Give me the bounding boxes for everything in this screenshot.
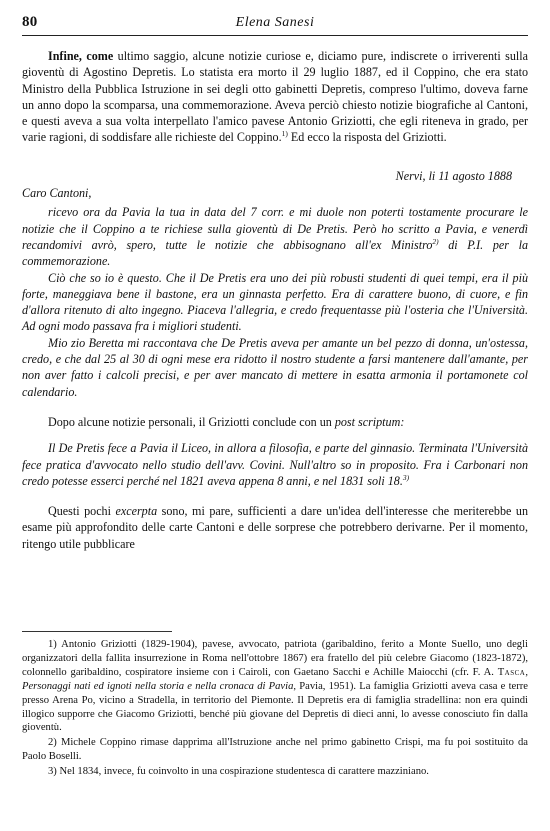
closing-italic: excerpta: [115, 504, 158, 519]
transition-text: Dopo alcune notizie personali, il Griziotti conclude con un: [48, 414, 335, 429]
footnote-1: [22, 638, 528, 735]
footnote-1-text-c: , Pavia, 1951). La famiglia Griziotti aveva casa e terre presso Arena Po, vicino a Stradella, in territorio del Piemonte. Il Depretis era di famiglia stradellina: non era quindi illogico supporre che Giacomo Griziotti, benché più giovane del Depretis di dieci anni, lo avesse conosciuto fin dalla gioventù.: [22, 680, 529, 734]
page-header: [0, 0, 550, 40]
intro-paragraph: [22, 48, 528, 146]
footnote-ref-3: 3): [402, 472, 410, 482]
footnote-ref-1: 1): [281, 129, 288, 139]
header-rule: [22, 35, 528, 36]
letter-paragraph-1: [22, 204, 528, 269]
main-text: [22, 48, 528, 552]
footnote-1-text-a: 1) Antonio Griziotti (1829-1904), pavese, avvocato, patriota (garibaldino, ferito a Monte Suello, uno degli organizzatori della fallita insurrezione in Roma nell'ottobre 1867) era fratello del più celebre Giacomo (1823-1872), colonnello garibaldino, cospiratore insieme con i Cairoli, con Gaetano Sacchi e Achille Maiocchi (cfr. F. A.: [22, 639, 528, 678]
transition-paragraph: [22, 414, 528, 430]
letter-salutation: Caro Cantoni,: [22, 186, 92, 201]
postscript-paragraph: [22, 440, 528, 489]
footnote-1-author: Tasca: [497, 666, 526, 678]
letter-p1-tail: di P.I. per la commemorazione.: [22, 237, 528, 269]
intro-text: ultimo saggio, alcune notizie curiose e, diciamo pure, indiscrete o irriverenti sulla gioventù di Agostino Depretis. Lo statista era morto il 29 luglio 1887, ed il Coppino, che era stato Ministro della Pubblica Istruzione in sei degli otto gabinetti Depretis, compreso l'ultimo, doveva farne un anno dopo la scomparsa, una commemorazione. Aveva perciò chiesto notizie biografiche al Cantoni, e questi aveva a sua volta interpellato l'amico pavese Antonio Griziotti, che egli riteneva in grado, per varie ragioni, di soddisfare alle richieste del Coppino.: [22, 49, 528, 145]
letter-paragraph-2: Ciò che so io è questo. Che il De Pretis era uno dei più robusti studenti di quei tempi, era il più forte, maneggiava bene il bastone, era un ginnasta perfetto. Era di carattere buono, di cuore, e fin d'allora ritenuto di alto ingegno. Piaceva l'allegria, e credo frequentasse più l'osteria che l'Università. Ad ogni modo passava fra i migliori studenti.: [22, 270, 528, 334]
letter-p1-text: ricevo ora da Pavia la tua in data del 7 corr. e mi duole non poterti tostamente procurare le notizie che il Coppino a te richiese sulla gioventù di De Pretis. Però ho scritto a Pavia, e venerdì recandomivi avrò, spero, tutte le notizie che abbisognano all'ex Ministro: [22, 205, 528, 252]
intro-lead: Infine, come: [48, 49, 114, 63]
footnote-2: 2) Michele Coppino rimase dapprima all'Istruzione anche nel primo gabinetto Crispi, ma fu poi sostituito da Paolo Boselli.: [22, 737, 528, 763]
letter-paragraph-3: Mio zio Beretta mi raccontava che De Pretis aveva per amante un bel pezzo di donna, un'ostessa, credo, e che dal 25 al 30 di ogni mese era ridotto il nostro studente a farsi mantenere dall'amante, per non aver fatto i calcoli precisi, e per aver mancato di mettere in esatta armonia il portamonete col calendario.: [22, 335, 528, 399]
footnote-1-title: Personaggi nati ed ignoti nella storia e nella cronaca di Pavia: [22, 680, 294, 692]
intro-tail: Ed ecco la risposta del Griziotti.: [287, 130, 447, 145]
footnote-1-text-b: ,: [525, 666, 528, 678]
letter-dateline: Nervi, li 11 agosto 1888: [395, 168, 512, 183]
footnote-ref-2: 2): [432, 236, 439, 246]
postscript-text: Il De Pretis fece a Pavia il Liceo, in allora a filosofia, e parte del ginnasio. Terminata l'Università fece pratica d'avvocato nello studio dell'avv. Covini. Null'altro so in proposito. Fra i Carbonari non credo potesse esserci perché nel 1821 aveva appena 8 anni, e nel 1831 soli 18.: [22, 441, 528, 488]
footnote-3: 3) Nel 1834, invece, fu coinvolto in una cospirazione studentesca di carattere mazziniano.: [48, 766, 429, 778]
closing-paragraph: [22, 503, 528, 552]
page-number: 80: [22, 14, 38, 30]
closing-text-a: Questi pochi: [48, 504, 116, 519]
footnotes: [22, 631, 528, 780]
footnote-rule: [22, 631, 172, 632]
running-title: Elena Sanesi: [235, 15, 315, 30]
transition-italic: post scriptum:: [334, 414, 405, 429]
closing-text-b: sono, mi pare, sufficienti a dare un'idea dell'interesse che meriterebbe un esame più approfondito delle carte Cantoni e delle sorprese che potrebbero derivarne. Per il momento, ritengo utile pubblicare: [22, 504, 528, 551]
